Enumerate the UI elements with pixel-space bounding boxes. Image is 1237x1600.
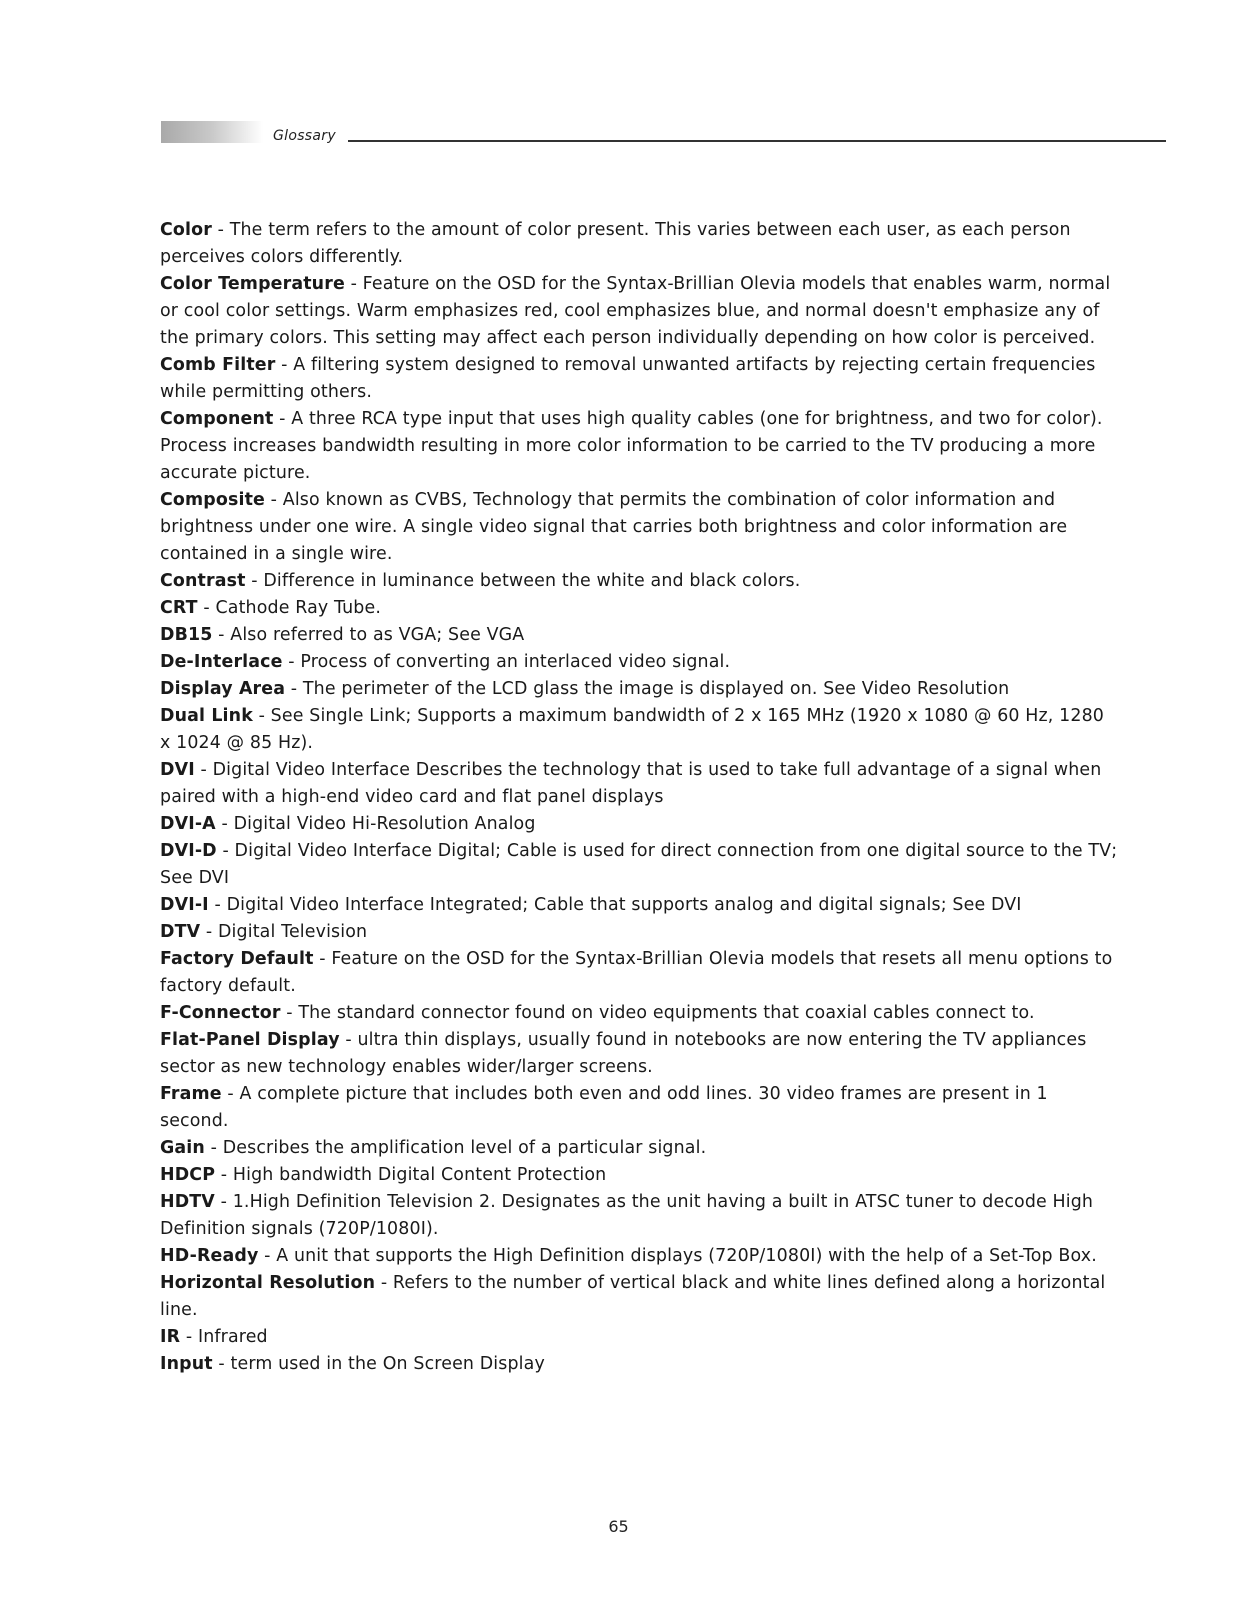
glossary-entry-component [160, 406, 1120, 487]
glossary-definition: - Digital Video Interface Digital; Cable is used for direct connection from one digital source to the TV; See DVI [160, 841, 1118, 888]
glossary-definition: - See Single Link; Supports a maximum bandwidth of 2 x 165 MHz (1920 x 1080 @ 60 Hz, 1280 x 1024 @ 85 Hz). [160, 706, 1105, 753]
glossary-definition: - A complete picture that includes both even and odd lines. 30 video frames are present in 1 second. [160, 1084, 1048, 1131]
glossary-term: Component [160, 409, 274, 429]
glossary-term: Input [160, 1354, 213, 1374]
glossary-term: DTV [160, 922, 201, 942]
glossary-entry-hdcp [160, 1162, 1120, 1189]
glossary-entry-composite [160, 487, 1120, 568]
glossary-term: Composite [160, 490, 265, 510]
header-rule [348, 140, 1166, 142]
glossary-definition: - Infrared [180, 1327, 268, 1347]
glossary-definition: - Describes the amplification level of a particular signal. [204, 1138, 707, 1158]
glossary-term: DVI [160, 760, 195, 780]
glossary-entry-input [160, 1351, 1120, 1378]
glossary-entry-gain [160, 1135, 1120, 1162]
glossary-definition: - term used in the On Screen Display [212, 1354, 545, 1374]
glossary-entry-dvi [160, 757, 1120, 811]
glossary-term: HD-Ready [160, 1246, 259, 1266]
section-title: Glossary [273, 128, 336, 144]
glossary-definition: - A unit that supports the High Definition displays (720P/1080I) with the help of a Set-Top Box. [258, 1246, 1097, 1266]
glossary-term: HDCP [160, 1165, 216, 1185]
glossary-entry-horizontal-resolution [160, 1270, 1120, 1324]
glossary-list [160, 217, 1120, 1378]
glossary-definition: - Process of converting an interlaced video signal. [282, 652, 731, 672]
glossary-definition: - ultra thin displays, usually found in notebooks are now entering the TV appliances sector as new technology enables wider/larger screens. [160, 1030, 1087, 1077]
glossary-term: Horizontal Resolution [160, 1273, 376, 1293]
glossary-entry-db15 [160, 622, 1120, 649]
header-gradient-bar [161, 121, 263, 143]
glossary-entry-dvi-a [160, 811, 1120, 838]
glossary-definition: - 1.High Definition Television 2. Designates as the unit having a built in ATSC tuner to decode High Definition signals (720P/1080I). [160, 1192, 1094, 1239]
glossary-term: Contrast [160, 571, 246, 591]
glossary-definition: - Feature on the OSD for the Syntax-Brillian Olevia models that enables warm, normal or cool color settings. Warm emphasizes red, cool emphasizes blue, and normal doesn't emphasize any of the primary colors. This setting may affect each person individually depending on how color is perceived. [160, 274, 1111, 348]
glossary-definition: - The term refers to the amount of color present. This varies between each user, as each person perceives colors differently. [160, 220, 1071, 267]
glossary-definition: - High bandwidth Digital Content Protection [215, 1165, 607, 1185]
glossary-definition: - Digital Television [200, 922, 368, 942]
glossary-definition: - Digital Video Interface Describes the technology that is used to take full advantage of a signal when paired with a high-end video card and flat panel displays [160, 760, 1102, 807]
glossary-definition: - A filtering system designed to removal unwanted artifacts by rejecting certain frequencies while permitting others. [160, 355, 1096, 402]
glossary-definition: - The standard connector found on video equipments that coaxial cables connect to. [280, 1003, 1035, 1023]
glossary-entry-flat-panel-display [160, 1027, 1120, 1081]
glossary-term: DB15 [160, 625, 213, 645]
glossary-term: Frame [160, 1084, 222, 1104]
glossary-term: DVI-A [160, 814, 216, 834]
glossary-term: Flat-Panel Display [160, 1030, 340, 1050]
glossary-entry-frame [160, 1081, 1120, 1135]
glossary-term: F-Connector [160, 1003, 281, 1023]
glossary-entry-f-connector [160, 1000, 1120, 1027]
glossary-entry-dual-link [160, 703, 1120, 757]
glossary-term: Factory Default [160, 949, 314, 969]
glossary-definition: - Cathode Ray Tube. [197, 598, 382, 618]
glossary-term: DVI-D [160, 841, 217, 861]
glossary-entry-dvi-i [160, 892, 1120, 919]
glossary-term: Comb Filter [160, 355, 276, 375]
glossary-entry-hd-ready [160, 1243, 1120, 1270]
glossary-term: DVI-I [160, 895, 209, 915]
glossary-entry-contrast [160, 568, 1120, 595]
glossary-term: HDTV [160, 1192, 215, 1212]
glossary-entry-ir [160, 1324, 1120, 1351]
glossary-entry-de-interlace [160, 649, 1120, 676]
glossary-entry-dvi-d [160, 838, 1120, 892]
glossary-entry-factory-default [160, 946, 1120, 1000]
page-number: 65 [608, 1517, 629, 1536]
glossary-term: De-Interlace [160, 652, 283, 672]
glossary-definition: - The perimeter of the LCD glass the image is displayed on. See Video Resolution [285, 679, 1010, 699]
glossary-term: Gain [160, 1138, 205, 1158]
glossary-definition: - Digital Video Interface Integrated; Cable that supports analog and digital signals; See DVI [208, 895, 1022, 915]
glossary-entry-dtv [160, 919, 1120, 946]
glossary-entry-display-area [160, 676, 1120, 703]
glossary-definition: - Also known as CVBS, Technology that permits the combination of color information and brightness under one wire. A single video signal that carries both brightness and color information are contained in a single wire. [160, 490, 1068, 564]
glossary-term: CRT [160, 598, 198, 618]
glossary-definition: - Difference in luminance between the white and black colors. [245, 571, 801, 591]
glossary-entry-hdtv [160, 1189, 1120, 1243]
glossary-entry-comb-filter [160, 352, 1120, 406]
glossary-definition: - Digital Video Hi-Resolution Analog [215, 814, 536, 834]
glossary-term: Color [160, 220, 212, 240]
glossary-definition: - A three RCA type input that uses high quality cables (one for brightness, and two for color). Process increases bandwidth resulting in more color information to be carried to the TV producing a more accurate picture. [160, 409, 1103, 483]
glossary-entry-color-temperature [160, 271, 1120, 352]
glossary-entry-color [160, 217, 1120, 271]
glossary-term: Display Area [160, 679, 286, 699]
glossary-definition: - Refers to the number of vertical black and white lines defined along a horizontal line. [160, 1273, 1106, 1320]
glossary-definition: - Also referred to as VGA; See VGA [212, 625, 525, 645]
glossary-entry-crt [160, 595, 1120, 622]
glossary-definition: - Feature on the OSD for the Syntax-Brillian Olevia models that resets all menu options to factory default. [160, 949, 1113, 996]
glossary-term: IR [160, 1327, 181, 1347]
glossary-term: Color Temperature [160, 274, 345, 294]
glossary-term: Dual Link [160, 706, 253, 726]
